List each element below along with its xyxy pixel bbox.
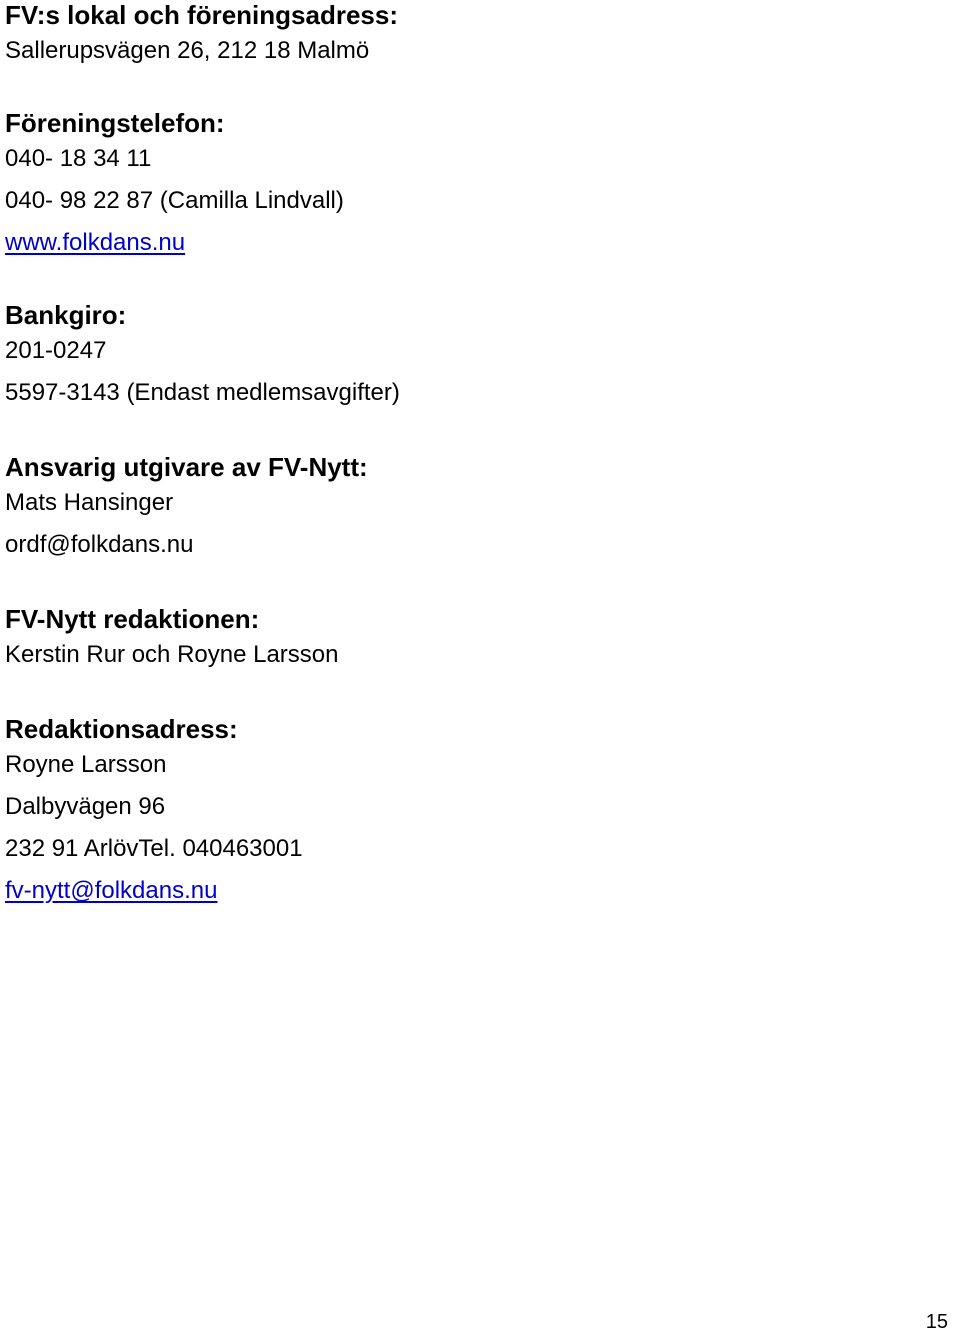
page-number: 15: [925, 1311, 948, 1333]
section-heading: Bankgiro:: [5, 300, 127, 330]
phone-line: 040- 18 34 11: [5, 145, 152, 172]
section-association-phone: [5, 108, 344, 264]
section-publisher: [5, 452, 368, 566]
email-link[interactable]: fv-nytt@folkdans.nu: [5, 877, 218, 904]
section-editorial-team: [5, 604, 339, 676]
bankgiro-line: 201-0247: [5, 337, 107, 364]
editorial-names: Kerstin Rur och Royne Larsson: [5, 641, 339, 668]
section-heading: FV-Nytt redaktionen:: [5, 604, 260, 634]
bankgiro-line: 5597-3143 (Endast medlemsavgifter): [5, 379, 400, 406]
section-association-address: [5, 0, 398, 72]
phone-line: 040- 98 22 87 (Camilla Lindvall): [5, 187, 344, 214]
section-heading: Föreningstelefon:: [5, 108, 225, 138]
section-heading: Redaktionsadress:: [5, 714, 238, 744]
website-link[interactable]: www.folkdans.nu: [5, 229, 186, 256]
address-line: Sallerupsvägen 26, 212 18 Malmö: [5, 37, 370, 64]
section-editorial-address: [5, 714, 303, 912]
publisher-name: Mats Hansinger: [5, 489, 174, 516]
publisher-email: ordf@folkdans.nu: [5, 531, 194, 558]
section-bankgiro: [5, 300, 400, 414]
section-heading: Ansvarig utgivare av FV-Nytt:: [5, 452, 368, 482]
address-line: Dalbyvägen 96: [5, 793, 166, 820]
section-heading: FV:s lokal och föreningsadress:: [5, 0, 398, 30]
address-line: 232 91 ArlövTel. 040463001: [5, 835, 303, 862]
address-line: Royne Larsson: [5, 751, 167, 778]
